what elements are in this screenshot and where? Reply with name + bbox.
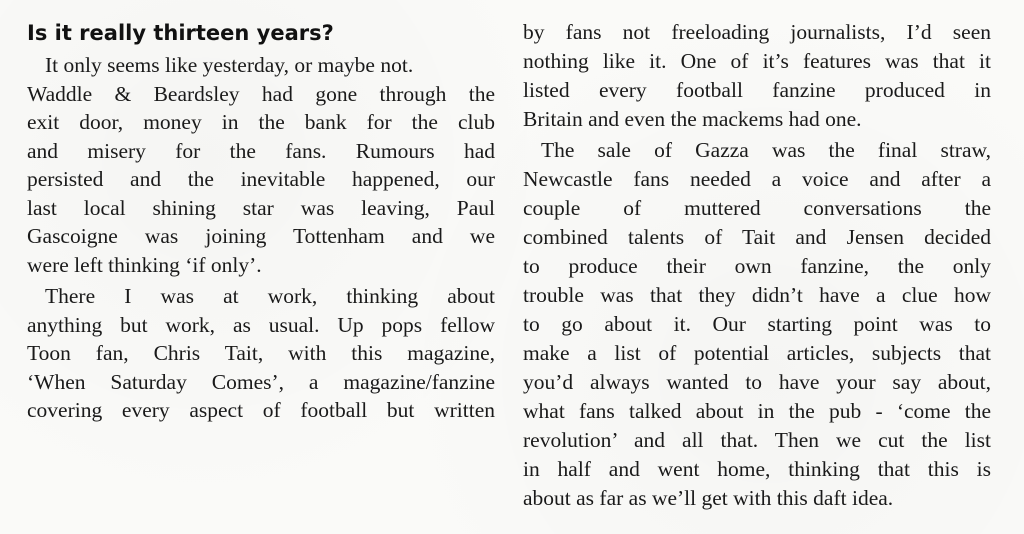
paragraph-line: covering every aspect of football but written	[27, 398, 495, 422]
paragraph-line: combined talents of Tait and Jensen decided	[523, 225, 991, 249]
paragraph-line: Britain and even the mackems had one.	[523, 107, 862, 131]
paragraph-line: It only seems like yesterday, or maybe not.	[45, 53, 414, 77]
paragraph-line: Newcastle fans needed a voice and after a	[523, 167, 991, 191]
paragraph-line: you’d always wanted to have your say about,	[523, 370, 991, 394]
paragraph-line: Toon fan, Chris Tait, with this magazine,	[27, 341, 495, 365]
paragraph-line: to go about it. Our starting point was to	[523, 312, 991, 336]
paragraph-line: revolution’ and all that. Then we cut the list	[523, 428, 991, 452]
paragraph-line: were left thinking ‘if only’.	[27, 253, 262, 277]
paragraph-line: last local shining star was leaving, Paul	[27, 196, 495, 220]
paragraph-line: There I was at work, thinking about	[45, 284, 495, 308]
paragraph-line: couple of muttered conversations the	[523, 196, 991, 220]
paragraph-line: anything but work, as usual. Up pops fellow	[27, 313, 495, 337]
paragraph-line: nothing like it. One of it’s features was that it	[523, 49, 991, 73]
article-headline: Is it really thirteen years?	[27, 21, 334, 45]
paragraph-line: Waddle & Beardsley had gone through the	[27, 82, 495, 106]
paragraph-line: persisted and the inevitable happened, our	[27, 167, 495, 191]
paragraph-line: to produce their own fanzine, the only	[523, 254, 991, 278]
paragraph-line: The sale of Gazza was the final straw,	[541, 138, 991, 162]
paragraph-line: trouble was that they didn’t have a clue how	[523, 283, 991, 307]
paragraph-line: and misery for the fans. Rumours had	[27, 139, 495, 163]
paragraph-line: about as far as we’ll get with this daft idea.	[523, 486, 894, 510]
paragraph-line: make a list of potential articles, subjects that	[523, 341, 991, 365]
paragraph-line: exit door, money in the bank for the club	[27, 110, 495, 134]
paragraph-line: listed every football fanzine produced in	[523, 78, 991, 102]
paragraph-line: what fans talked about in the pub - ‘come the	[523, 399, 991, 423]
paragraph-line: ‘When Saturday Comes’, a magazine/fanzine	[27, 370, 495, 394]
paragraph-line: in half and went home, thinking that this is	[523, 457, 991, 481]
paragraph-line: Gascoigne was joining Tottenham and we	[27, 224, 495, 248]
paragraph-line: by fans not freeloading journalists, I’d seen	[523, 20, 991, 44]
